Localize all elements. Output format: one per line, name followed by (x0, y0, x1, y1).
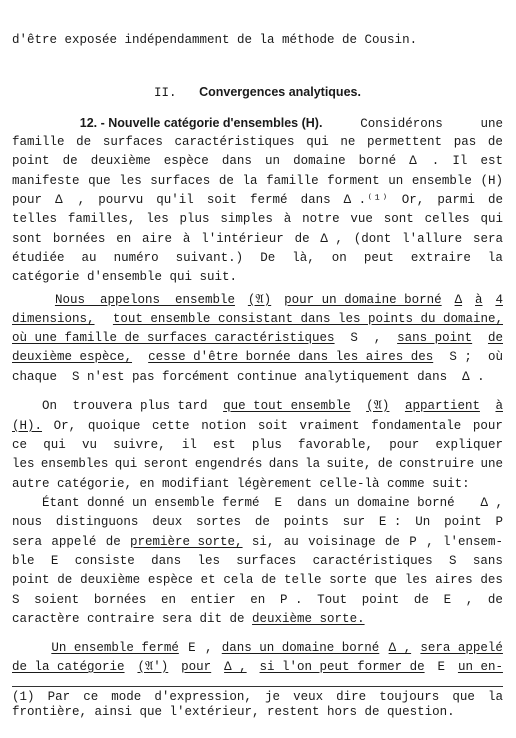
text-segment: telle (283, 573, 322, 587)
text-segment: point (361, 593, 400, 607)
text-line (12, 329, 503, 348)
text-segment: de (487, 593, 503, 607)
text-line (12, 31, 503, 50)
text-line (12, 133, 503, 152)
text-segment (177, 84, 200, 103)
text-segment: vue (350, 212, 373, 226)
text-segment: sera (12, 535, 43, 549)
text-segment: (H) (480, 174, 503, 188)
text-segment: toujours (379, 690, 440, 704)
text-segment: aire (142, 232, 173, 246)
text-segment: un (388, 174, 404, 188)
text-segment: Considérons (360, 117, 443, 131)
underlined-text: tout ensemble consistant dans les points du domaine, (112, 312, 503, 326)
text-line (12, 533, 503, 552)
text-segment: sur (342, 515, 366, 529)
text-segment: Tout (317, 593, 348, 607)
text-segment: de (62, 154, 78, 168)
text-segment: la (242, 174, 258, 188)
underlined-text: pour (181, 660, 212, 674)
text-line (12, 310, 503, 329)
text-segment: Δ . (409, 154, 440, 168)
underlined-text: 4 (495, 293, 503, 307)
text-line (12, 268, 503, 287)
text-segment: de (487, 135, 503, 149)
footnote-line (12, 703, 503, 722)
text-segment: bornées (93, 593, 147, 607)
underlined-text: Δ (454, 293, 463, 307)
text-segment: en (250, 593, 266, 607)
text-segment: une (480, 117, 503, 131)
text-segment: frontière, ainsi que l'extérieur, restent hors de question. (12, 705, 455, 719)
text-segment: Un (415, 515, 431, 529)
text-line (12, 348, 503, 367)
text-segment: là, (292, 251, 315, 265)
text-segment: Δ , (320, 232, 343, 246)
text-segment: mode (111, 690, 142, 704)
underlined-text: appartient (404, 399, 480, 413)
text-segment: forment (327, 174, 380, 188)
text-line (12, 591, 503, 610)
underlined-text: première sorte, (130, 535, 243, 549)
underlined-text: que tout ensemble (223, 399, 351, 413)
text-segment: une (480, 457, 503, 471)
text-segment: la (487, 251, 503, 265)
text-segment: point (444, 515, 482, 529)
text-segment: Il (452, 154, 468, 168)
text-segment: engendrés (194, 457, 263, 471)
underlined-text: un en- (457, 660, 503, 674)
text-segment: permettent (367, 135, 443, 149)
text-segment: de (76, 135, 92, 149)
underlined-text: de (487, 331, 503, 345)
text-line (12, 455, 503, 474)
text-line (12, 368, 503, 387)
text-segment: notre (302, 212, 340, 226)
text-segment: E (50, 554, 59, 568)
text-segment: pour (472, 419, 503, 433)
text-segment (12, 115, 42, 134)
underlined-text: où une famille de surfaces caractéristiques (12, 331, 335, 345)
text-segment: espèce (163, 154, 209, 168)
underlined-text: (𝔄') (137, 660, 169, 674)
text-segment: d'expression, (154, 690, 252, 704)
text-segment: étudiée (12, 251, 65, 265)
text-line (12, 552, 503, 571)
text-segment: surfaces (150, 174, 211, 188)
text-segment: entier (190, 593, 236, 607)
text-segment: de (105, 535, 121, 549)
text-segment: à (283, 212, 292, 226)
text-segment: de (377, 457, 393, 471)
underlined-text: (H). (12, 419, 43, 433)
text-segment: soient (34, 593, 80, 607)
text-segment: suivant.) (175, 251, 244, 265)
text-segment: , (373, 331, 382, 345)
text-segment: soit (206, 193, 237, 207)
underlined-text: Un ensemble fermé (51, 641, 179, 655)
text-segment: ensembles (40, 457, 109, 471)
text-segment: sont (383, 212, 414, 226)
text-segment: qui (114, 457, 138, 471)
text-segment: ne (340, 135, 356, 149)
text-segment (12, 291, 42, 310)
underlined-text: de la catégorie (12, 660, 125, 674)
text-segment: les (146, 212, 169, 226)
text-segment: , (465, 593, 474, 607)
text-segment: ensemble (411, 174, 472, 188)
underlined-text: Δ , (388, 641, 412, 655)
text-segment: qui (43, 438, 66, 452)
text-segment: (1) (12, 690, 35, 704)
text-segment: deux (152, 515, 183, 529)
text-segment: E (437, 660, 446, 674)
text-segment: seront (143, 457, 189, 471)
text-line (12, 417, 503, 436)
text-segment: nous (12, 515, 43, 529)
text-segment: que (88, 174, 111, 188)
text-segment: extraire (410, 251, 471, 265)
text-segment: la (305, 457, 321, 471)
text-segment: favorable, (298, 438, 374, 452)
heading-text: 12. - Nouvelle catégorie d'ensembles (H). (79, 116, 323, 130)
text-segment: voisinage (308, 535, 376, 549)
text-segment: telles (12, 212, 58, 226)
text-segment: de (261, 573, 277, 587)
text-segment: Étant donné un ensemble fermé E dans un domaine borné (12, 496, 455, 510)
text-segment: l'intérieur (201, 232, 284, 246)
text-segment: famille (266, 174, 319, 188)
text-segment: suite, (326, 457, 372, 471)
text-segment: De (260, 251, 276, 265)
text-segment: si, (251, 535, 275, 549)
text-segment: plus (251, 438, 282, 452)
text-segment: de (57, 573, 73, 587)
text-segment: dans (221, 154, 252, 168)
text-line (12, 191, 503, 210)
text-segment: P (495, 515, 503, 529)
text-segment: les (12, 457, 35, 471)
text-segment: où (487, 350, 503, 364)
text-segment: , (204, 641, 213, 655)
text-segment: dire (336, 690, 367, 704)
text-segment: l'ensem- (442, 535, 503, 549)
text-segment: point (12, 154, 50, 168)
text-segment: que (374, 573, 398, 587)
text-segment: qu'il (156, 193, 194, 207)
text-segment (12, 639, 42, 658)
text-segment: E (443, 593, 452, 607)
text-segment: pour (389, 438, 420, 452)
text-line (12, 571, 503, 590)
text-segment: sans (472, 554, 503, 568)
text-segment: dans (151, 554, 182, 568)
text-segment: au (283, 535, 299, 549)
text-segment: est (480, 154, 503, 168)
text-segment: surfaces (102, 135, 163, 149)
text-segment: et (200, 573, 216, 587)
text-segment: Or, (401, 193, 425, 207)
text-segment: que (452, 690, 475, 704)
text-segment: les (197, 554, 220, 568)
underlined-text: pour un domaine borné (284, 293, 442, 307)
text-segment: P (409, 535, 417, 549)
text-segment: fermé (249, 193, 288, 207)
text-segment: Δ .⁽¹⁾ (343, 193, 389, 207)
text-segment: la (487, 690, 503, 704)
text-segment: quoique (87, 419, 141, 433)
underlined-text: deuxième espèce, (12, 350, 133, 364)
text-segment: domaine (293, 154, 346, 168)
text-segment: point (12, 573, 50, 587)
text-segment: de (294, 232, 310, 246)
text-segment: , (426, 535, 434, 549)
text-segment: points (283, 515, 329, 529)
text-segment: numéro (113, 251, 159, 265)
text-segment: de (487, 193, 503, 207)
text-segment: deuxième (80, 573, 141, 587)
text-segment: P . (279, 593, 303, 607)
text-segment: dans (300, 193, 331, 207)
text-segment: ce (83, 690, 99, 704)
text-segment: E (188, 641, 196, 655)
underlined-text: cesse d'être bornée dans les aires des (148, 350, 434, 364)
text-segment: à (182, 232, 191, 246)
underlined-text: (𝔄) (366, 399, 390, 413)
text-segment: notion (201, 419, 247, 433)
text-segment: vraiment (299, 419, 360, 433)
text-segment: je (264, 690, 280, 704)
underlined-text: Δ , (224, 660, 247, 674)
text-segment: veux (293, 690, 324, 704)
text-segment: manifeste (12, 174, 80, 188)
text-segment: aires (435, 573, 473, 587)
text-line (12, 152, 503, 171)
text-segment: construire (399, 457, 475, 471)
text-segment: S (449, 554, 457, 568)
text-line (12, 513, 503, 532)
underlined-text: à (475, 293, 483, 307)
text-line (12, 639, 503, 658)
text-segment: les (119, 174, 142, 188)
text-segment: d'être exposée indépendamment de la méthode de Cousin. (12, 33, 418, 47)
text-line (12, 249, 503, 268)
underlined-text: (𝔄) (247, 293, 272, 307)
heading-text: Convergences analytiques. (199, 85, 361, 99)
underlined-text: à (495, 399, 503, 413)
underlined-text: dans un domaine borné (221, 641, 380, 655)
text-segment: plus (179, 212, 210, 226)
text-segment: suivre, (113, 438, 166, 452)
text-segment: distinguons (55, 515, 139, 529)
text-segment: un (264, 154, 280, 168)
text-segment: famille (12, 135, 65, 149)
text-segment: II. (154, 86, 177, 100)
text-segment: caractéristiques (174, 135, 295, 149)
text-line (12, 397, 503, 416)
text-segment: sortes (196, 515, 242, 529)
text-segment: parmi (437, 193, 475, 207)
text-line (12, 436, 503, 455)
text-segment: sont (12, 232, 43, 246)
text-line (12, 172, 503, 191)
text-segment: espèce (147, 573, 193, 587)
underlined-text: si l'on peut former de (259, 660, 425, 674)
text-segment: pas (453, 135, 477, 149)
text-segment: autre catégorie, en modifiant légèrement celle-là comme suit: (12, 477, 470, 491)
text-segment: surfaces (236, 554, 297, 568)
text-segment: on (331, 251, 347, 265)
underlined-text: sans point (397, 331, 473, 345)
text-segment: qui (306, 135, 329, 149)
text-segment: les (404, 573, 428, 587)
text-line (12, 658, 503, 677)
text-segment: familles, (67, 212, 136, 226)
text-segment: consiste (74, 554, 135, 568)
text-segment: Δ , (480, 496, 503, 510)
text-segment: E : (378, 515, 402, 529)
text-segment: vu (81, 438, 97, 452)
text-segment: pour (12, 193, 43, 207)
text-segment: sorte (329, 573, 367, 587)
text-segment: cette (152, 419, 190, 433)
text-segment: Par (47, 690, 71, 704)
underlined-text: sera appelé (420, 641, 503, 655)
text-line (12, 210, 503, 229)
text-segment: Δ , (55, 193, 86, 207)
text-segment: pourvu (98, 193, 144, 207)
text-segment: de (413, 593, 429, 607)
text-segment: S (350, 331, 358, 345)
text-segment: bornées (52, 232, 106, 246)
text-line (12, 83, 503, 102)
text-line (12, 114, 503, 133)
text-segment: dans (268, 457, 299, 471)
text-line (12, 475, 503, 494)
text-segment: celles (424, 212, 470, 226)
text-segment: deuxième (90, 154, 151, 168)
text-segment: l'allure (402, 232, 463, 246)
underlined-text: Nous appelons ensemble (54, 293, 235, 307)
text-segment: sera (472, 232, 503, 246)
text-segment: soit (257, 419, 288, 433)
text-segment: chaque S n'est pas forcément continue analytiquement dans Δ . (12, 370, 485, 384)
text-segment: simples (220, 212, 273, 226)
text-line (12, 494, 503, 513)
underlined-text: dimensions, (12, 312, 95, 326)
underlined-text: deuxième sorte. (252, 612, 365, 626)
text-segment: de (384, 535, 400, 549)
text-segment: ble (12, 554, 35, 568)
text-segment: appelé (51, 535, 97, 549)
text-segment: caractère contraire sera dit de (12, 612, 245, 626)
text-segment: trouvera plus tard (72, 399, 208, 413)
text-segment: est (213, 438, 236, 452)
text-segment: S ; (449, 350, 472, 364)
text-segment: il (181, 438, 197, 452)
text-segment: de (218, 174, 234, 188)
text-segment: cela (223, 573, 254, 587)
text-line (12, 610, 503, 629)
text-segment: Or, (53, 419, 77, 433)
text-segment: catégorie d'ensemble qui suit. (12, 270, 238, 284)
text-segment: peut (363, 251, 394, 265)
text-segment: On (12, 399, 58, 413)
text-segment: de (254, 515, 270, 529)
text-line (12, 291, 503, 310)
text-segment: en (116, 232, 132, 246)
text-segment: au (81, 251, 97, 265)
text-segment: caractéristiques (312, 554, 433, 568)
text-segment: qui (480, 212, 503, 226)
text-segment: ce (12, 438, 28, 452)
text-line (12, 230, 503, 249)
text-segment: S (12, 593, 20, 607)
text-segment: fondamentale (371, 419, 462, 433)
text-segment: expliquer (435, 438, 503, 452)
text-segment: borné (358, 154, 397, 168)
text-segment: des (480, 573, 503, 587)
footnote-separator (12, 686, 503, 687)
text-segment: en (160, 593, 176, 607)
text-segment: (dont (353, 232, 392, 246)
